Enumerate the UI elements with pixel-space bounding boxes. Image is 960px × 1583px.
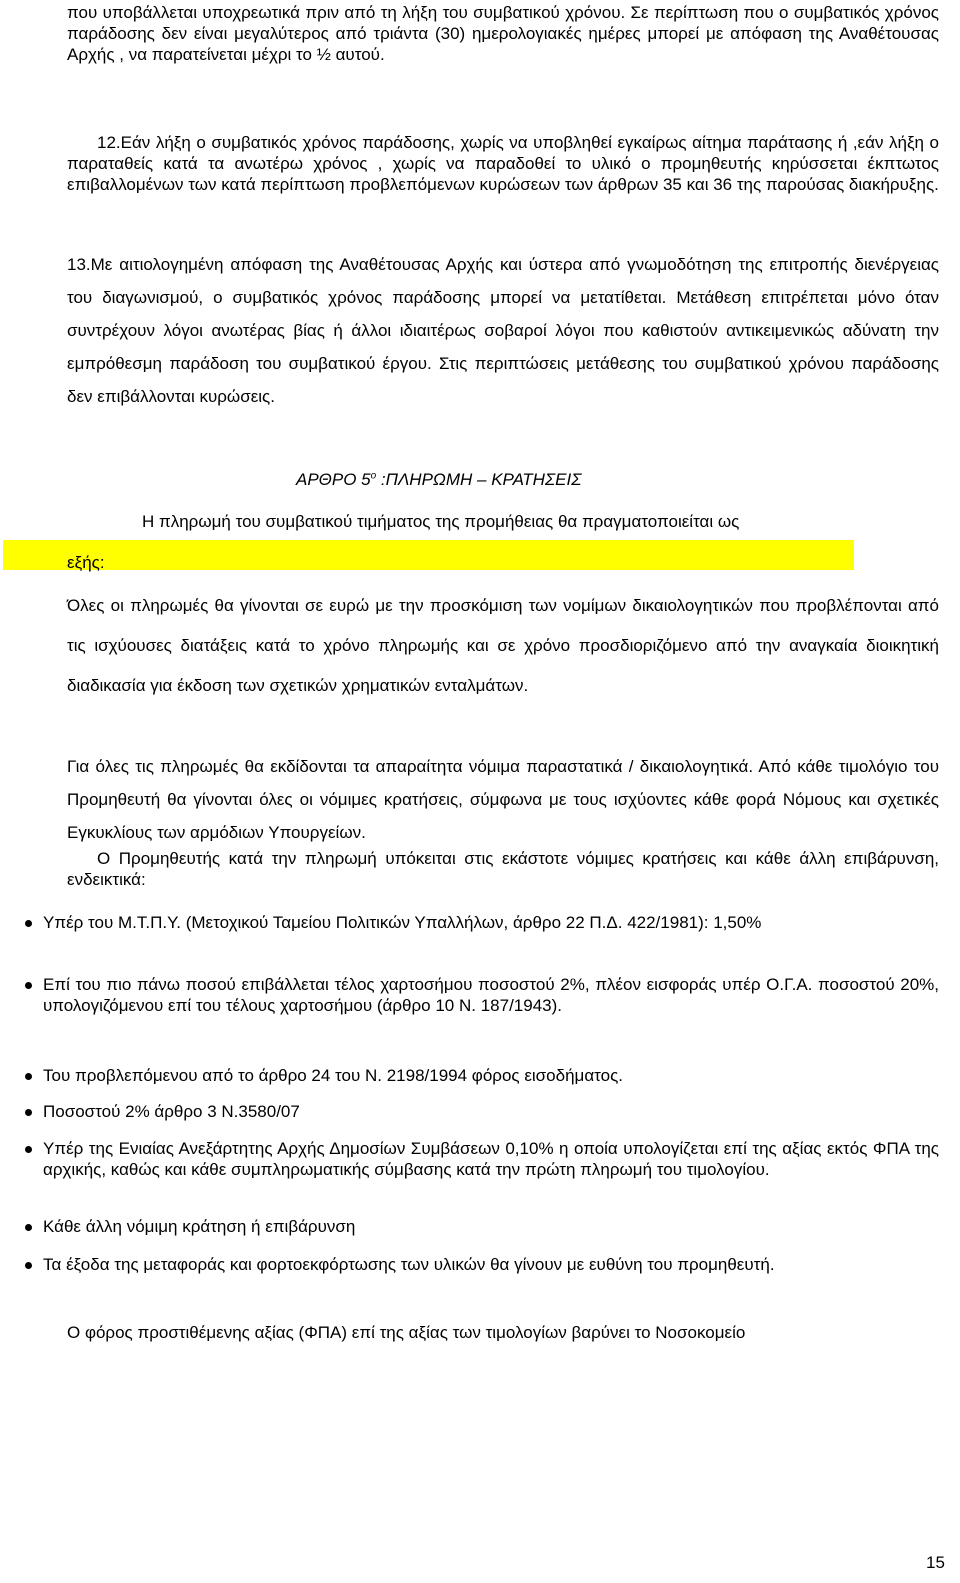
paragraph-continuation: που υποβάλλεται υποχρεωτικά πριν από τη λήξη του συμβατικού χρόνου. Σε περίπτωση που ο συμβατικός χρόνος παράδοσης δεν είναι μεγαλύτερος από τριάντα (30) ημερολογιακές ημέρες μπορεί με απόφαση της Αναθέτουσας Αρχής , να παρατείνεται μέχρι το ½ αυτού. xyxy=(67,3,939,64)
bullet-icon xyxy=(25,1224,32,1231)
paragraph-12: 12.Εάν λήξη ο συμβατικός χρόνος παράδοσης, χωρίς να υποβληθεί εγκαίρως αίτημα παράτασης ή ,εάν λήξη ο παραταθείς κατά τα ανωτέρω χρόνος , χωρίς να παραδοθεί το υλικό ο προμηθευτής κηρύσσεται έκπτωτος επιβαλλομένων των κατά περίπτωση προβλεπόμενων κυρώσεων των άρθρων 35 και 36 της παρούσας διακήρυξης. xyxy=(67,133,939,194)
bullet-icon xyxy=(25,1146,32,1153)
highlighted-line xyxy=(3,540,854,570)
list-item: Του προβλεπόμενου από το άρθρο 24 του Ν. 2198/1994 φόρος εισοδήματος. xyxy=(43,1065,939,1086)
page-number: 15 xyxy=(926,1553,945,1572)
paragraph-documents: Για όλες τις πληρωμές θα εκδίδονται τα απαραίτητα νόμιμα παραστατικά / δικαιολογητικά. Από κάθε τιμολόγιο του Προμηθευτή θα γίνονται όλες οι νόμιμες κρατήσεις, σύμφωνα με τους ισχύοντες κάθε φορά Νόμους και σχετικές Εγκυκλίους των αρμόδιων Υπουργείων. xyxy=(67,757,939,842)
highlighted-text: εξής: xyxy=(67,553,105,572)
bullet-icon xyxy=(25,1262,32,1269)
bullet-icon xyxy=(25,1073,32,1080)
list-item: Επί του πιο πάνω ποσού επιβάλλεται τέλος χαρτοσήμου ποσοστού 2%, πλέον εισφοράς υπέρ Ο.Γ.Α. ποσοστού 20%, υπολογιζόμενου επί του τέλους χαρτοσήμου (άρθρο 10 Ν. 187/1943). xyxy=(43,974,939,1016)
paragraph-13: 13.Με αιτιολογημένη απόφαση της Αναθέτουσας Αρχής και ύστερα από γνωμοδότηση της επιτροπής διενέργειας του διαγωνισμού, ο συμβατικός χρόνος παράδοσης μπορεί να μετατίθεται. Μετάθεση επιτρέπεται μόνο όταν συντρέχουν λόγοι ανωτέρας βίας ή άλλοι ιδιαιτέρως σοβαροί λόγοι που καθιστούν αντικειμενικώς αδύνατη την εμπρόθεσμη παράδοση του συμβατικού έργου. Στις περιπτώσεις μετάθεσης του συμβατικού χρόνου παράδοσης δεν επιβάλλονται κυρώσεις. xyxy=(67,255,939,406)
list-item: Υπέρ του Μ.Τ.Π.Υ. (Μετοχικού Ταμείου Πολιτικών Υπαλλήλων, άρθρο 22 Π.Δ. 422/1981): 1,50% xyxy=(43,912,939,933)
paragraph-vat: Ο φόρος προστιθέμενης αξίας (ΦΠΑ) επί της αξίας των τιμολογίων βαρύνει το Νοσοκομείο xyxy=(67,1323,746,1342)
list-item: Κάθε άλλη νόμιμη κράτηση ή επιβάρυνση xyxy=(43,1216,939,1237)
bullet-icon xyxy=(25,920,32,927)
list-item: Υπέρ της Ενιαίας Ανεξάρτητης Αρχής Δημοσίων Συμβάσεων 0,10% η οποία υπολογίζεται επί της αξίας εκτός ΦΠΑ της αρχικής, καθώς και κάθε συμπληρωματικής σύμβασης κατά την πρώτη πληρωμή του τιμολογίου. xyxy=(43,1138,939,1180)
bullet-icon xyxy=(25,982,32,989)
bullet-icon xyxy=(25,1109,32,1116)
article-title-superscript: ο xyxy=(370,470,377,482)
article-title-prefix: ΑΡΘΡΟ 5 xyxy=(296,470,371,489)
article-title-suffix: :ΠΛΗΡΩΜΗ – ΚΡΑΤΗΣΕΙΣ xyxy=(376,470,582,489)
list-item: Τα έξοδα της μεταφοράς και φορτοεκφόρτωσης των υλικών θα γίνουν με ευθύνη του προμηθευτή. xyxy=(43,1254,939,1275)
paragraph-payments: Όλες οι πληρωμές θα γίνονται σε ευρώ με την προσκόμιση των νομίμων δικαιολογητικών που προβλέπονται από τις ισχύουσες διατάξεις κατά το χρόνο πληρωμής και σε χρόνο προσδιοριζόμενο από την αναγκαία διοικητική διαδικασία για έκδοση των σχετικών χρηματικών ενταλμάτων. xyxy=(67,596,939,695)
article-5-heading xyxy=(296,470,581,490)
article-intro: Η πληρωμή του συμβατικού τιμήματος της προμήθειας θα πραγματοποιείται ως xyxy=(142,512,740,531)
paragraph-supplier: Ο Προμηθευτής κατά την πληρωμή υπόκειται στις εκάστοτε νόμιμες κρατήσεις και κάθε άλλη επιβάρυνση, ενδεικτικά: xyxy=(67,849,939,889)
list-item: Ποσοστού 2% άρθρο 3 Ν.3580/07 xyxy=(43,1101,939,1122)
